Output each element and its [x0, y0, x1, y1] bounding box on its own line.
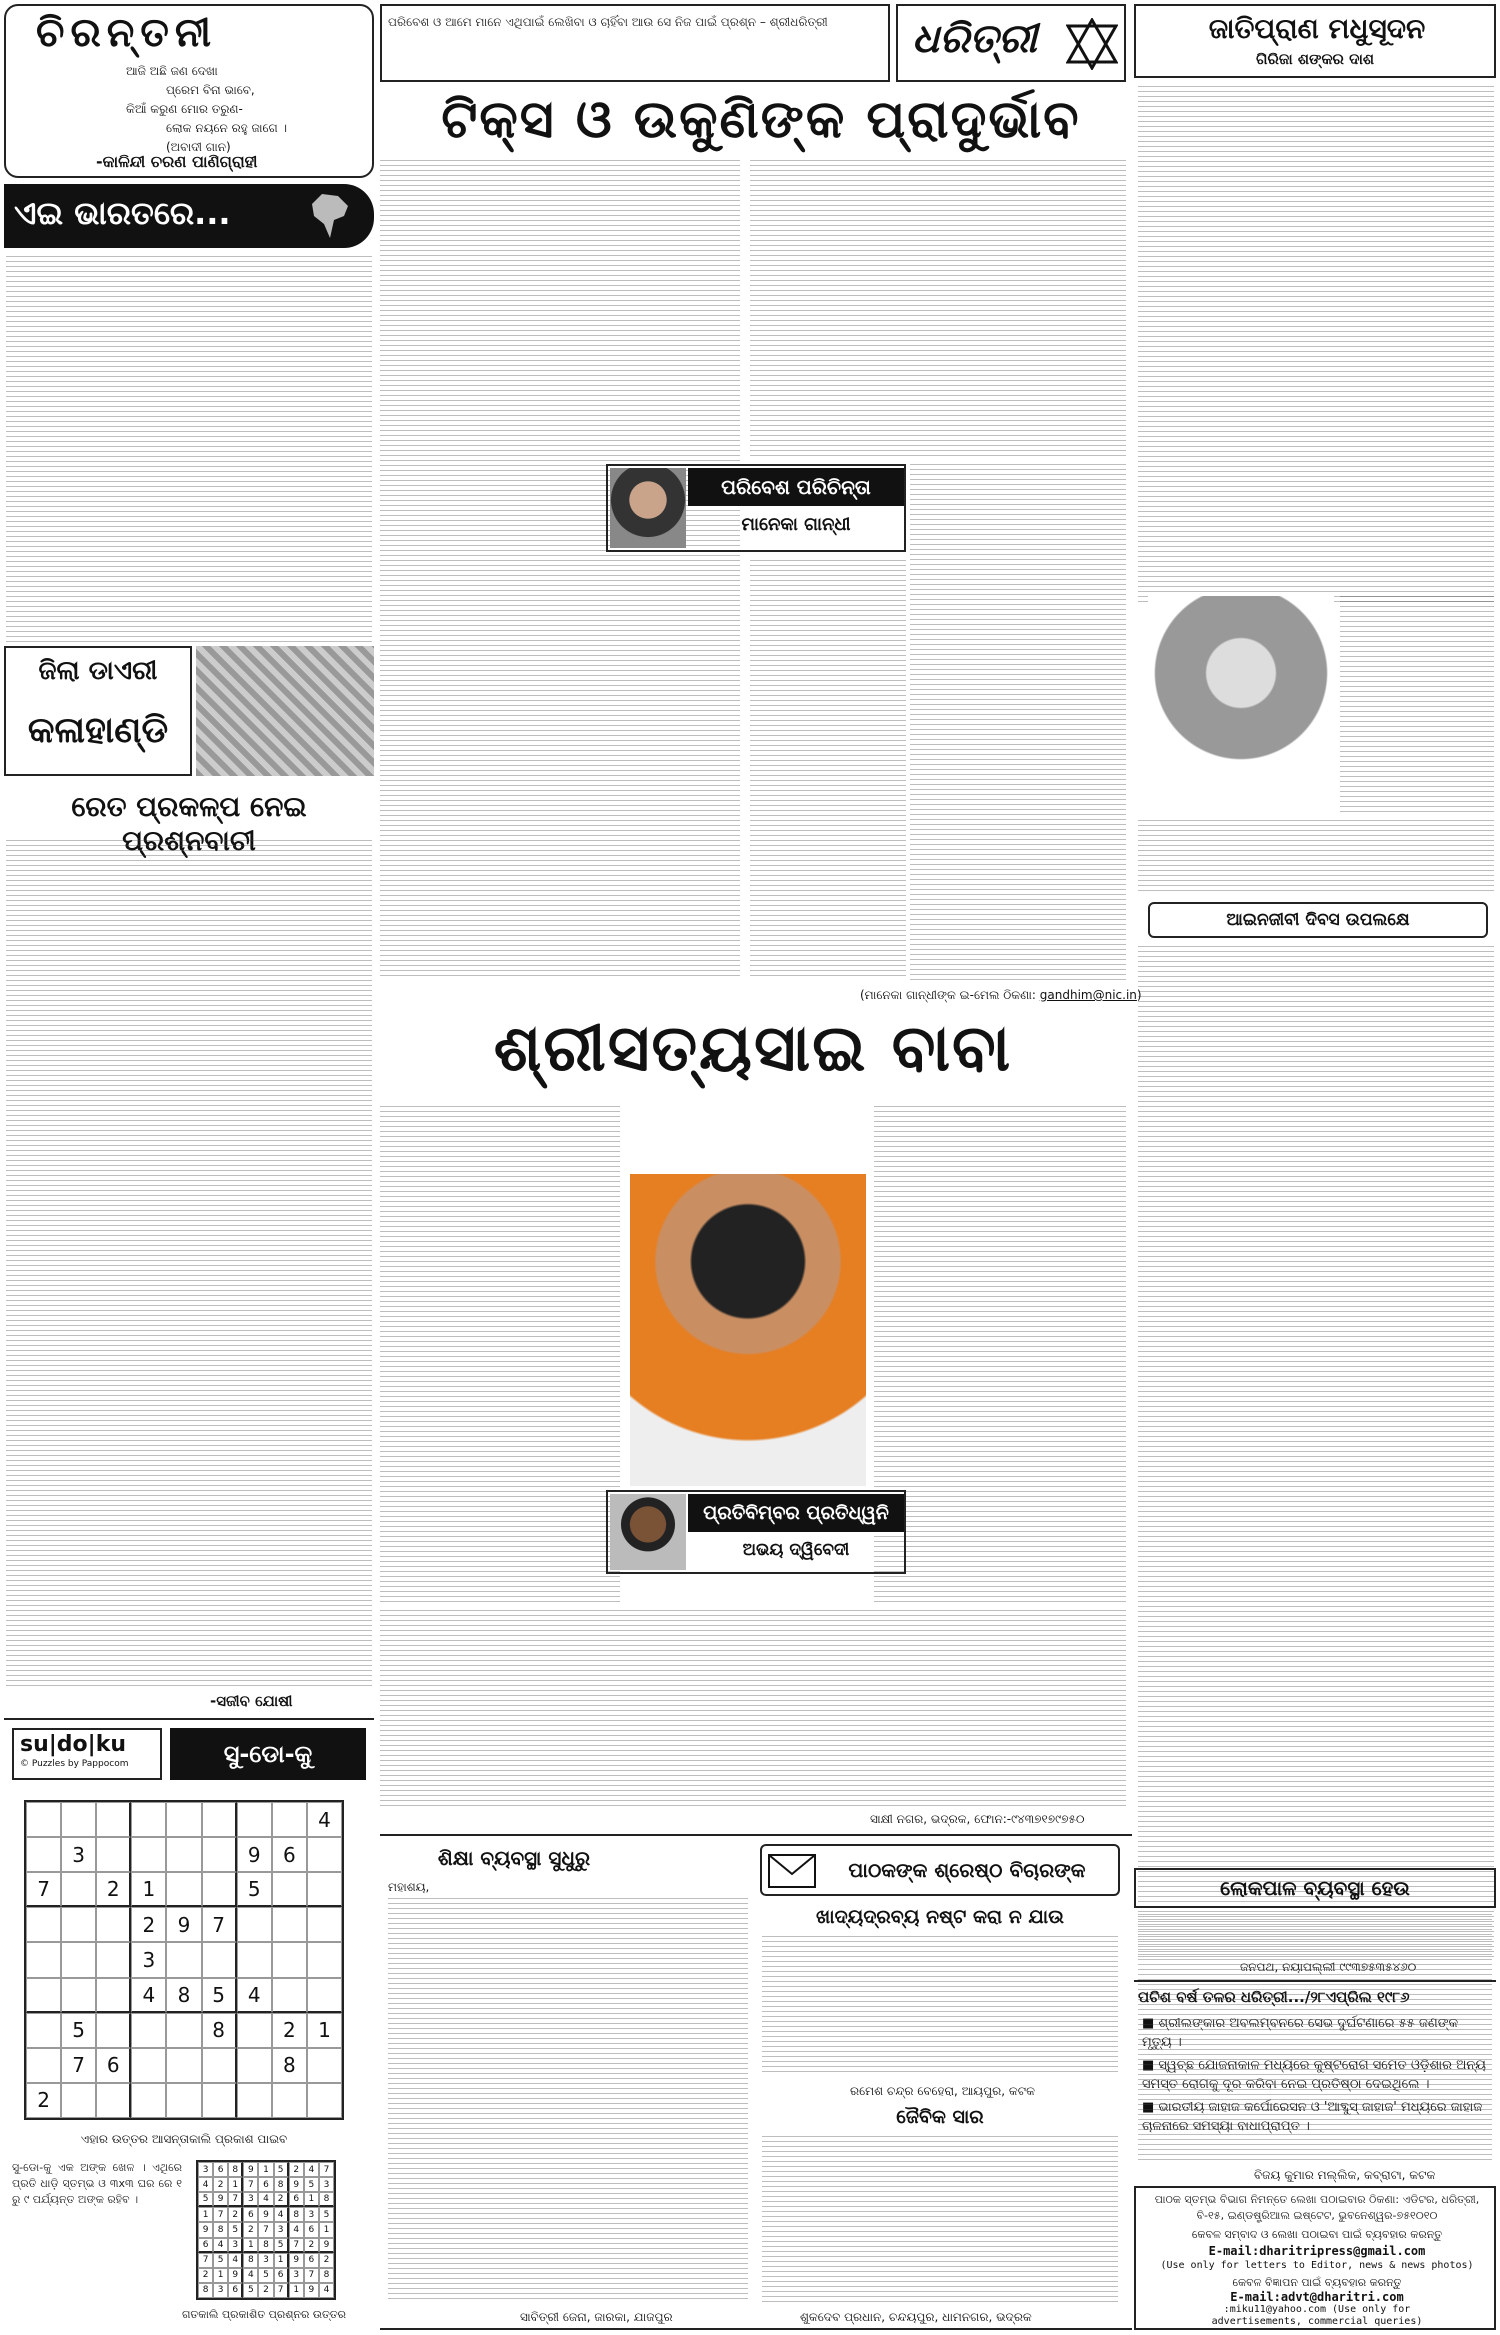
- sudoku-cell[interactable]: 2: [96, 1872, 131, 1907]
- sudoku-cell[interactable]: [272, 1872, 307, 1907]
- sudoku-cell[interactable]: [96, 1907, 131, 1942]
- solution-cell: 9: [228, 2268, 243, 2283]
- solution-cell: 2: [274, 2192, 289, 2207]
- solution-cell: 1: [289, 2283, 304, 2298]
- sudoku-cell[interactable]: [307, 1942, 342, 1977]
- solution-cell: 1: [274, 2253, 289, 2268]
- question-byline: -ସଜୀବ ଯୋଷୀ: [210, 1692, 293, 1710]
- india-label: ଏଇ ଭାରତରେ...: [14, 194, 231, 232]
- solution-cell: 7: [274, 2283, 289, 2298]
- star-emblem-icon: [1066, 18, 1118, 70]
- sudoku-solution-grid: [196, 2160, 336, 2300]
- solution-cell: 8: [198, 2283, 213, 2298]
- sudoku-cell[interactable]: 1: [131, 1872, 166, 1907]
- solution-cell: 5: [304, 2177, 319, 2192]
- solution-cell: 5: [213, 2253, 228, 2268]
- sudoku-cell[interactable]: [237, 1942, 272, 1977]
- solution-cell: 1: [198, 2207, 213, 2222]
- solution-cell: 6: [289, 2192, 304, 2207]
- sudoku-cell[interactable]: 5: [237, 1872, 272, 1907]
- sudoku-cell[interactable]: [307, 2048, 342, 2083]
- solution-cell: 8: [213, 2222, 228, 2237]
- sudoku-cell[interactable]: [61, 1872, 96, 1907]
- right-title: ଜାତିପ୍ରାଣ ମଧୁସୂଦନ: [1208, 12, 1426, 45]
- sudoku-cell[interactable]: [61, 1942, 96, 1977]
- sudoku-cell[interactable]: [96, 2013, 131, 2048]
- sudoku-cell[interactable]: [61, 1978, 96, 2013]
- right-article-text: [1138, 86, 1494, 606]
- solution-cell: 6: [213, 2162, 228, 2177]
- sudoku-cell[interactable]: [96, 1837, 131, 1872]
- solution-cell: 5: [198, 2192, 213, 2207]
- sudoku-cell[interactable]: [237, 2083, 272, 2118]
- contact-email-editor[interactable]: E-mail:dharitripress@gmail.com: [1208, 2244, 1426, 2258]
- contact-email-ad2[interactable]: :miku11@yahoo.com (Use only for: [1223, 2304, 1411, 2315]
- sudoku-cell[interactable]: [272, 1978, 307, 2013]
- right-article-text-3: [1138, 820, 1494, 894]
- sudoku-cell[interactable]: [237, 1802, 272, 1837]
- lokpal-title-box: [1134, 1868, 1496, 1908]
- solution-cell: 5: [274, 2162, 289, 2177]
- logo-box: [896, 4, 1126, 82]
- lokpal-title: ଲୋକପାଳ ବ୍ୟବସ୍ଥା ହେଉ: [1220, 1876, 1410, 1900]
- main-headline: ଟିକ୍ସ ଓ ଉକୁଣିଙ୍କ ପ୍ରାଦୁର୍ଭାବ: [441, 90, 1081, 150]
- solution-cell: 2: [319, 2253, 334, 2268]
- sudoku-cell[interactable]: 6: [96, 2048, 131, 2083]
- poem-section-title: ଚିରନ୍ତନୀ: [36, 10, 218, 56]
- env-label-band: [688, 468, 904, 506]
- top-note: ପରିବେଶ ଓ ଆମେ ମାନେ ଏଥିପାଇଁ ଲେଖିବା ଓ ଚାହିଁବା ଆଉ ସେ ନିଜ ପାଇଁ ପ୍ରଶ୍ନ – ଶ୍ରୀଧରିତ୍ରୀ: [388, 15, 828, 29]
- solution-cell: 3: [198, 2162, 213, 2177]
- right-author: ଗିରିଜା ଶଙ୍କର ଦାଶ: [1255, 50, 1375, 68]
- solution-cell: 2: [213, 2177, 228, 2192]
- sudoku-cell[interactable]: 8: [166, 1978, 201, 2013]
- solution-cell: 6: [304, 2222, 319, 2237]
- solution-cell: 7: [304, 2268, 319, 2283]
- organic-title: ଜୈବିକ ସାର: [896, 2106, 984, 2128]
- solution-cell: 3: [289, 2268, 304, 2283]
- sudoku-cell[interactable]: 4: [307, 1802, 342, 1837]
- solution-cell: 7: [258, 2222, 273, 2237]
- reader-author: ଅଭୟ ଦ୍ୱିବେଦୀ: [742, 1540, 850, 1560]
- solution-cell: 8: [228, 2162, 243, 2177]
- sudoku-cell[interactable]: 5: [61, 2013, 96, 2048]
- sudoku-cell[interactable]: [26, 2013, 61, 2048]
- solution-cell: 5: [319, 2207, 334, 2222]
- contact-box: [1134, 2186, 1496, 2330]
- env-author: ମାନେକା ଗାନ୍ଧୀ: [741, 514, 851, 535]
- sudoku-cell[interactable]: 2: [26, 2083, 61, 2118]
- solution-cell: 4: [243, 2268, 258, 2283]
- sudoku-cell[interactable]: [272, 2083, 307, 2118]
- sudoku-cell[interactable]: [61, 1802, 96, 1837]
- solution-cell: 2: [198, 2268, 213, 2283]
- sai-article-text-3: [380, 1610, 1126, 1810]
- solution-cell: 9: [319, 2238, 334, 2253]
- solution-cell: 4: [319, 2283, 334, 2298]
- solution-cell: 8: [319, 2268, 334, 2283]
- contact-email-note: କେବଳ ସମ୍ବାଦ ଓ ଲେଖା ପଠାଇବା ପାଇଁ ବ୍ୟବହାର କରନ୍ତୁ: [1191, 2228, 1443, 2241]
- letters-title-box: [760, 1844, 1120, 1896]
- tick-article-text-2: [750, 160, 1126, 456]
- solution-cell: 2: [258, 2283, 273, 2298]
- poem-text: ଆଜି ଅଛି ଜଣ ଦେଖା ପ୍ରେମ ବିନା ଭାବେ, କିଆଁ କରୁଣ ମୋର ତରୁଣ- ଲୋକ ନୟନେ ରହୁ ଜାଗେ । (ଅବାଦୀ ଗାନ): [126, 64, 287, 154]
- sudoku-cell[interactable]: 7: [61, 2048, 96, 2083]
- contact-email-ad[interactable]: E-mail:advt@dharitri.com: [1230, 2290, 1404, 2304]
- sai-footer: ସାକ୍ଷୀ ନଗର, ଭଦ୍ରକ, ଫୋନ:-୯୪୩୭୧୭୯୭୫୦: [870, 1812, 1085, 1826]
- organic-text: [762, 2136, 1118, 2302]
- solution-cell: 7: [289, 2238, 304, 2253]
- sudoku-cell[interactable]: [166, 1942, 201, 1977]
- edu-sign: ସାବିତ୍ରୀ ଜେନା, ଜାରକା, ଯାଜପୁର: [520, 2310, 673, 2324]
- contact-email-editor-note: (Use only for letters to Editor, news & news photos): [1160, 2260, 1474, 2271]
- solution-cell: 9: [213, 2192, 228, 2207]
- sudoku-cell[interactable]: 2: [272, 2013, 307, 2048]
- sudoku-cell[interactable]: [202, 1802, 237, 1837]
- district-diary-label: ଜିଲା ଡାଏରୀ: [38, 656, 158, 686]
- salutation: ମହାଶୟ,: [388, 1880, 430, 1894]
- madhusudan-portrait: [1148, 596, 1334, 816]
- sudoku-cell[interactable]: [26, 1942, 61, 1977]
- sudoku-box: [4, 1718, 374, 2330]
- solution-cell: 6: [274, 2268, 289, 2283]
- solution-cell: 3: [213, 2283, 228, 2298]
- tick-article-text-4: [750, 560, 906, 980]
- solution-cell: 7: [198, 2253, 213, 2268]
- solution-cell: 8: [319, 2192, 334, 2207]
- food-title: ଖାଦ୍ୟଦ୍ରବ୍ୟ ନଷ୍ଟ କରା ନ ଯାଉ: [816, 1906, 1064, 1928]
- solution-cell: 6: [228, 2283, 243, 2298]
- sudoku-cell[interactable]: [272, 1907, 307, 1942]
- solution-cell: 5: [243, 2283, 258, 2298]
- solution-cell: 2: [304, 2238, 319, 2253]
- sudoku-cell[interactable]: 5: [202, 1978, 237, 2013]
- poem-author: -କାଳିନ୍ଦୀ ଚରଣ ପାଣିଗ୍ରାହୀ: [96, 152, 258, 171]
- tick-article-text-3: [910, 464, 1126, 980]
- sudoku-cell[interactable]: [166, 2048, 201, 2083]
- solution-cell: 1: [304, 2192, 319, 2207]
- solution-cell: 9: [198, 2222, 213, 2237]
- sudoku-cell[interactable]: [307, 2083, 342, 2118]
- solution-cell: 4: [289, 2222, 304, 2237]
- sudoku-answer-note: ଏହାର ଉତ୍ତର ଆସନ୍ତାକାଲି ପ୍ରକାଶ ପାଇବ: [80, 2132, 288, 2146]
- sudoku-rules: ସୁ-ଡୋ-କୁ ଏକ ଅଙ୍କ ଖେଳ । ଏଥିରେ ପ୍ରତି ଧାଡ଼ି ସ୍ତମ୍ଭ ଓ ୩x୩ ଘର ରେ ୧ ରୁ ୯ ପର୍ଯ୍ୟନ୍ତ ଅଙ୍କ ରହିବ ।: [12, 2161, 182, 2206]
- sudoku-cell[interactable]: [202, 1837, 237, 1872]
- history-label: ପଚିଶ ବର୍ଷ ତଳର ଧରିତ୍ରୀ.../୨୮ଏପ୍ରିଲ ୧୯୮୬: [1138, 1988, 1410, 2006]
- sudoku-cell[interactable]: [166, 1837, 201, 1872]
- sudoku-cell[interactable]: 9: [166, 1907, 201, 1942]
- solution-cell: 1: [319, 2222, 334, 2237]
- sudoku-cell[interactable]: 8: [272, 2048, 307, 2083]
- sudoku-cell[interactable]: [96, 1978, 131, 2013]
- sudoku-cell[interactable]: [26, 2048, 61, 2083]
- food-sign: ରମେଶ ଚନ୍ଦ୍ର ବେହେରା, ଆୟପୁର, କଟକ: [850, 2084, 1035, 2098]
- food-text: [762, 1936, 1118, 2076]
- solution-cell: 1: [258, 2162, 273, 2177]
- sudoku-solution-caption: ଗତକାଲି ପ୍ରକାଶିତ ପ୍ରଶ୍ନର ଉତ୍ତର: [181, 2308, 347, 2321]
- letters-box-title: ପାଠକଙ୍କ ଶ୍ରେଷ୍ଠ ବିଚାରଙ୍କ: [848, 1858, 1086, 1882]
- solution-cell: 7: [228, 2192, 243, 2207]
- sudoku-cell[interactable]: [237, 2013, 272, 2048]
- right-article-text-4: [1138, 946, 1494, 1958]
- solution-cell: 9: [258, 2207, 273, 2222]
- solution-cell: 1: [213, 2268, 228, 2283]
- sudoku-cell[interactable]: [166, 2013, 201, 2048]
- sudoku-cell[interactable]: [96, 1942, 131, 1977]
- sudoku-cell[interactable]: 6: [272, 1837, 307, 1872]
- sudoku-cell[interactable]: 1: [307, 2013, 342, 2048]
- top-note-box: [380, 4, 890, 82]
- sudoku-title: ସୁ-ଡୋ-କୁ: [223, 1740, 313, 1768]
- solution-cell: 9: [243, 2162, 258, 2177]
- solution-cell: 5: [228, 2222, 243, 2237]
- sudoku-cell[interactable]: [96, 1802, 131, 1837]
- sudoku-cell[interactable]: 3: [61, 1837, 96, 1872]
- solution-cell: 7: [319, 2162, 334, 2177]
- sudoku-cell[interactable]: [237, 1907, 272, 1942]
- solution-cell: 6: [304, 2253, 319, 2268]
- sudoku-cell[interactable]: 7: [202, 1907, 237, 1942]
- district-photo: [196, 646, 374, 776]
- sudoku-brand-box: [12, 1728, 162, 1780]
- contact-ad-note: କେବଳ ବିଜ୍ଞାପନ ପାଇଁ ବ୍ୟବହାର କରନ୍ତୁ: [1232, 2276, 1402, 2289]
- solution-cell: 7: [213, 2207, 228, 2222]
- maneka-photo: [610, 468, 686, 548]
- solution-cell: 4: [228, 2253, 243, 2268]
- sudoku-cell[interactable]: [166, 2083, 201, 2118]
- contact-email-ad-note: advertisements, commercial queries): [1211, 2316, 1423, 2327]
- sudoku-cell[interactable]: 3: [131, 1942, 166, 1977]
- solution-cell: 4: [274, 2207, 289, 2222]
- solution-cell: 3: [243, 2192, 258, 2207]
- sudoku-cell[interactable]: [307, 1907, 342, 1942]
- solution-cell: 2: [243, 2222, 258, 2237]
- env-label: ପରିବେଶ ପରିଚିନ୍ତା: [721, 475, 871, 499]
- solution-cell: 3: [274, 2222, 289, 2237]
- sai-headline: ଶ୍ରୀସତ୍ୟସାଇ ବାବା: [493, 1012, 1013, 1086]
- sai-article-text-2: [874, 1106, 1126, 1606]
- abhay-photo: [610, 1494, 686, 1570]
- india-banner: [4, 184, 374, 248]
- solution-cell: 8: [243, 2253, 258, 2268]
- india-text: [6, 256, 372, 644]
- sudoku-grid[interactable]: [24, 1800, 344, 2120]
- sudoku-cell[interactable]: [26, 1837, 61, 1872]
- solution-cell: 5: [274, 2238, 289, 2253]
- solution-cell: 7: [243, 2177, 258, 2192]
- solution-cell: 3: [319, 2177, 334, 2192]
- sudoku-cell[interactable]: [202, 2083, 237, 2118]
- internet-day-label: ଆଇନଜୀବୀ ଦିବସ ଉପଲକ୍ଷେ: [1226, 910, 1410, 930]
- sudoku-cell[interactable]: [307, 1872, 342, 1907]
- question-article-text: [6, 840, 372, 1690]
- sudoku-cell[interactable]: [202, 1872, 237, 1907]
- solution-cell: 4: [198, 2177, 213, 2192]
- right-article-footer: ଜନପଥ, ନୟାପଲ୍ଲୀ ୯୯୩୭୫୩୫୪୬୦: [1240, 1960, 1417, 1974]
- reader-box: [606, 1490, 906, 1574]
- district-name: କଳାହାଣ୍ଡି: [27, 710, 169, 751]
- solution-cell: 2: [289, 2162, 304, 2177]
- solution-cell: 3: [228, 2238, 243, 2253]
- district-diary-box: [4, 646, 192, 776]
- sudoku-cell[interactable]: [307, 1978, 342, 2013]
- organic-sign: ଶୁକଦେବ ପ୍ରଧାନ, ଚନ୍ଦୟପୁର, ଧାମନଗର, ଭଦ୍ରକ: [800, 2310, 1032, 2324]
- solution-cell: 4: [213, 2238, 228, 2253]
- lokpal-text: [1138, 1914, 1492, 2164]
- env-credit: (ମାନେକା ଗାନ୍ଧୀଙ୍କ ଇ-ମେଲ ଠିକଣା: gandhim@nic.in): [860, 988, 1142, 1002]
- solution-cell: 8: [289, 2207, 304, 2222]
- sai-baba-photo: [630, 1174, 866, 1486]
- right-article-text-2: [1340, 596, 1494, 816]
- edu-title: ଶିକ୍ଷା ବ୍ୟବସ୍ଥା ସୁଧୁରୁ: [437, 1846, 591, 1870]
- solution-cell: 4: [304, 2162, 319, 2177]
- solution-cell: 8: [258, 2238, 273, 2253]
- history-item: ■ ଶ୍ରୀଲଙ୍କାର ଅବଲମ୍ବନରେ ସେଭ ଦୁର୍ଘଟଣାରେ ୫୫ ଜଣଙ୍କ ମୃତ୍ୟୁ ।: [1142, 2016, 1459, 2050]
- poem-box: [4, 4, 374, 178]
- sudoku-cell[interactable]: [96, 2083, 131, 2118]
- india-map-icon: [304, 190, 356, 242]
- sudoku-cell[interactable]: 8: [202, 2013, 237, 2048]
- edu-text: [388, 1898, 748, 2302]
- sudoku-brand-sub: © Puzzles by Pappocom: [20, 1759, 129, 1769]
- solution-cell: 8: [274, 2177, 289, 2192]
- solution-cell: 1: [243, 2238, 258, 2253]
- tick-article-text: [380, 160, 740, 980]
- sudoku-cell[interactable]: [272, 1802, 307, 1837]
- paper-logo: ଧରିତ୍ରୀ: [912, 16, 1037, 62]
- sudoku-cell[interactable]: 7: [26, 1872, 61, 1907]
- sudoku-title-box: [170, 1728, 366, 1780]
- solution-cell: 4: [258, 2192, 273, 2207]
- sudoku-cell[interactable]: 9: [237, 1837, 272, 1872]
- solution-cell: 3: [258, 2253, 273, 2268]
- solution-cell: 2: [228, 2207, 243, 2222]
- reader-label: ପ୍ରତିବିମ୍ବର ପ୍ରତିଧ୍ୱନି: [703, 1502, 889, 1524]
- question-headline: ରେତ ପ୍ରକଳ୍ପ ନେଇ ପ୍ରଶ୍ନବାଚୀ: [71, 790, 307, 857]
- sudoku-cell[interactable]: 4: [237, 1978, 272, 2013]
- sudoku-cell[interactable]: [131, 1837, 166, 1872]
- sai-article-text: [380, 1106, 620, 1606]
- reader-label-band: [688, 1494, 904, 1532]
- solution-cell: 3: [304, 2207, 319, 2222]
- history-item: ■ ସ୍ୱଚ୍ଛ ଯୋଜନାକାଳ ମଧ୍ୟରେ କୁଷ୍ଟରୋଗ ସମେତ ଓଡ଼ିଶାର ଅନ୍ୟ ସମସ୍ତ ରୋଗକୁ ଦୂର କରିବା ନେଇ ପ୍ରତିଷ୍ଠା ଦେଇଥିଲେ ।: [1142, 2058, 1487, 2092]
- solution-cell: 9: [304, 2283, 319, 2298]
- solution-cell: 6: [198, 2238, 213, 2253]
- sudoku-cell[interactable]: [131, 2048, 166, 2083]
- envelope-icon: [768, 1854, 816, 1888]
- sudoku-brand: su|do|ku: [20, 1732, 126, 1757]
- sudoku-cell[interactable]: [237, 2048, 272, 2083]
- letters-box: [380, 1834, 1132, 2330]
- sudoku-cell[interactable]: [166, 1802, 201, 1837]
- sudoku-cell[interactable]: [272, 1942, 307, 1977]
- sudoku-cell[interactable]: [61, 1907, 96, 1942]
- sudoku-cell[interactable]: [202, 1942, 237, 1977]
- sudoku-cell[interactable]: [131, 2013, 166, 2048]
- sudoku-cell[interactable]: 2: [131, 1907, 166, 1942]
- sudoku-cell[interactable]: [202, 2048, 237, 2083]
- internet-day-box: [1148, 902, 1488, 938]
- solution-cell: 9: [289, 2253, 304, 2268]
- sudoku-cell[interactable]: [61, 2083, 96, 2118]
- lokpal-sign: ବିଜୟ କୁମାର ମଲ୍ଲିକ, କବ୍ରାଟା, କଟକ: [1254, 2168, 1436, 2182]
- solution-cell: 1: [228, 2177, 243, 2192]
- sudoku-cell[interactable]: 4: [131, 1978, 166, 2013]
- contact-address: ପାଠକ ସ୍ତମ୍ଭ ବିଭାଗ ନିମନ୍ତେ ଲେଖା ପଠାଇବାର ଠିକଣା: ଏଡିଟର, ଧରିତ୍ରୀ, ବି-୧୫, ଇଣ୍ଡଷ୍ଟ୍ରିଆଲ ଇଷ୍ଟେଟ, ଭୁବନେଶ୍ୱର-୭୫୧୦୧୦: [1154, 2193, 1480, 2222]
- history-item: ■ ଭାରତୀୟ ଜାହାଜ କର୍ପୋରେସନ ଓ 'ଆବ୍ଦୁସ୍ ଜାହାଜ' ମଧ୍ୟରେ ଜାହାଜ ଚାଳନାରେ ସମସ୍ୟା ବାଧାପ୍ରାପ୍ତ ।: [1142, 2100, 1483, 2134]
- env-email[interactable]: gandhim@nic.in: [1039, 988, 1137, 1002]
- sudoku-cell[interactable]: [131, 1802, 166, 1837]
- sudoku-cell[interactable]: [307, 1837, 342, 1872]
- solution-cell: 5: [258, 2268, 273, 2283]
- sudoku-cell[interactable]: [131, 2083, 166, 2118]
- solution-cell: 6: [243, 2207, 258, 2222]
- sudoku-cell[interactable]: [26, 1802, 61, 1837]
- solution-cell: 6: [258, 2177, 273, 2192]
- solution-cell: 9: [289, 2177, 304, 2192]
- sudoku-cell[interactable]: [166, 1872, 201, 1907]
- sudoku-cell[interactable]: [26, 1907, 61, 1942]
- env-box: [606, 464, 906, 552]
- sudoku-cell[interactable]: [26, 1978, 61, 2013]
